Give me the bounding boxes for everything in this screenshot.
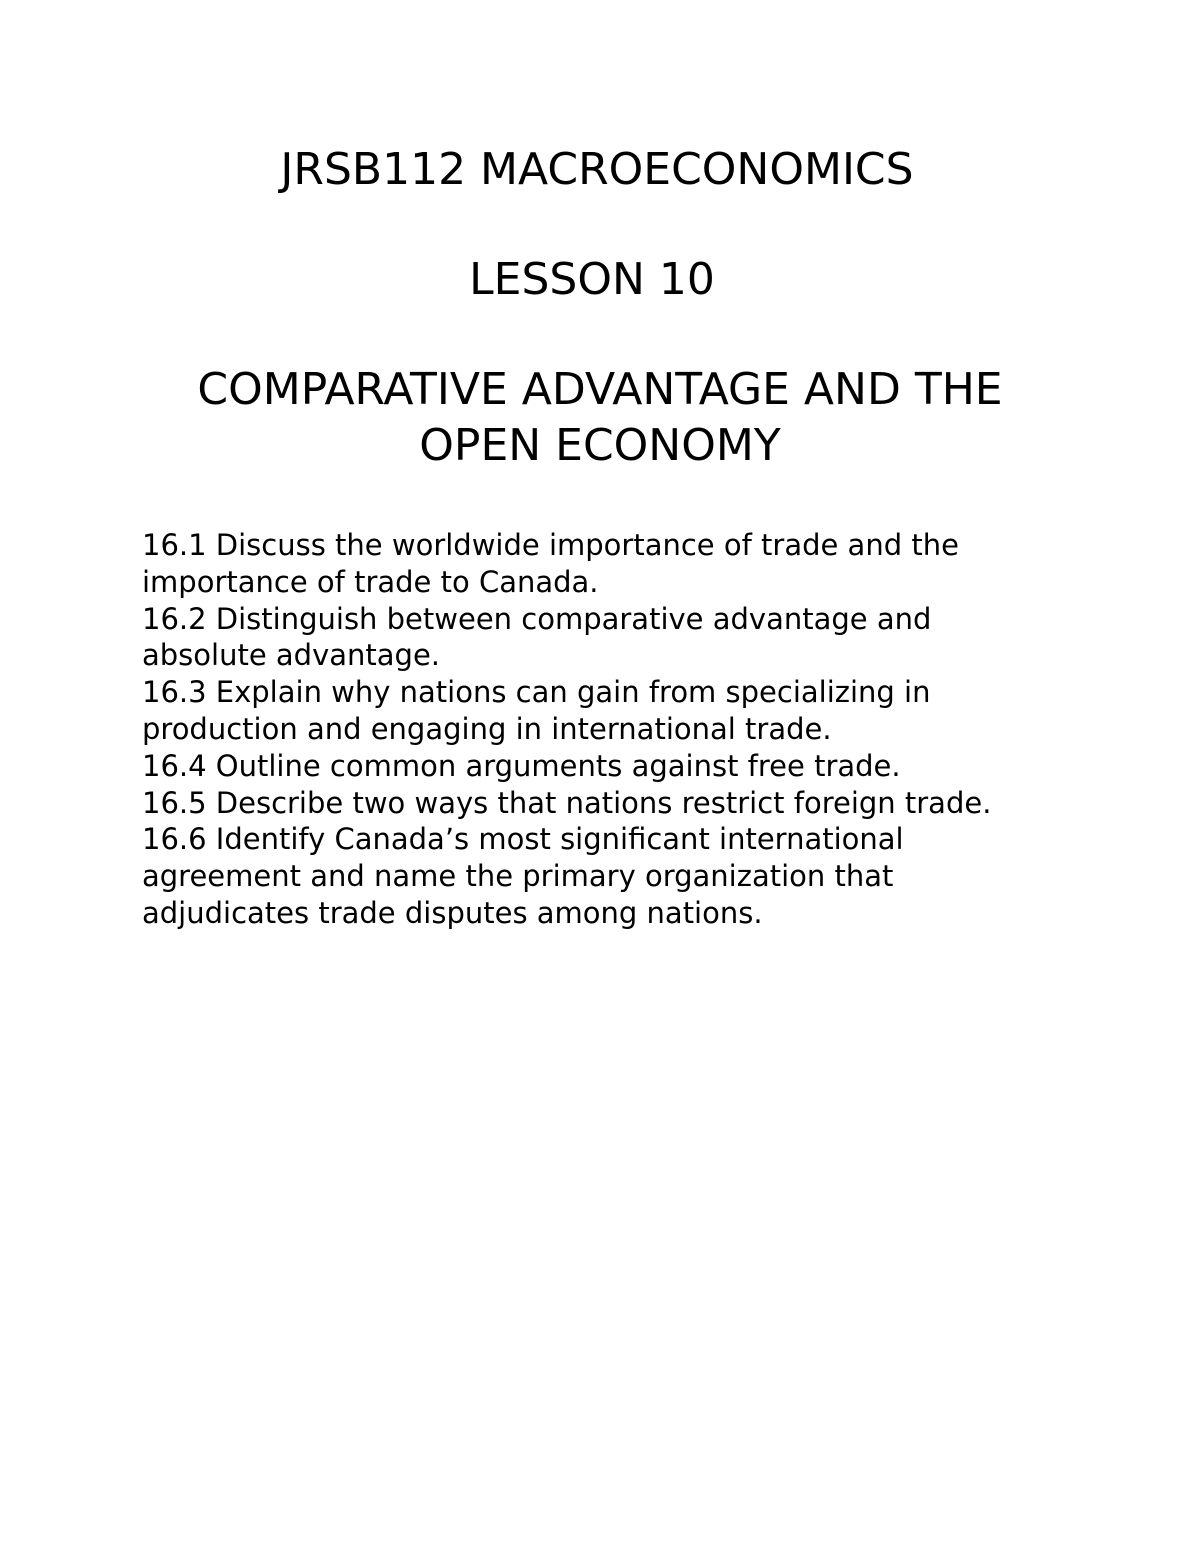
objective-line: 16.5 Describe two ways that nations restrict foreign trade.	[142, 785, 992, 820]
objective-line: 16.6 Identify Canada’s most significant international	[142, 822, 904, 857]
objective-line: absolute advantage.	[142, 638, 441, 673]
objective-line: 16.3 Explain why nations can gain from specializing in	[142, 675, 931, 710]
course-title: JRSB112 MACROECONOMICS	[280, 144, 914, 195]
objective-item	[142, 785, 1142, 822]
objective-line: production and engaging in international trade.	[142, 711, 832, 746]
objective-item	[142, 821, 1142, 931]
objective-line: agreement and name the primary organization that	[142, 859, 894, 894]
objective-item	[142, 674, 1142, 748]
chapter-title-line: OPEN ECONOMY	[419, 420, 781, 471]
objective-line: 16.2 Distinguish between comparative advantage and	[142, 601, 932, 636]
learning-objectives-list	[142, 527, 1142, 932]
objective-item	[142, 601, 1142, 675]
chapter-title-line: COMPARATIVE ADVANTAGE AND THE	[197, 364, 1003, 415]
objective-line: importance of trade to Canada.	[142, 564, 599, 599]
lesson-number: LESSON 10	[469, 254, 715, 305]
objective-item	[142, 748, 1142, 785]
objective-line: 16.4 Outline common arguments against free trade.	[142, 748, 901, 783]
objective-line: adjudicates trade disputes among nations.	[142, 895, 763, 930]
chapter-title	[0, 362, 1200, 474]
objective-line: 16.1 Discuss the worldwide importance of trade and the	[142, 528, 959, 562]
objective-item	[142, 527, 1142, 601]
